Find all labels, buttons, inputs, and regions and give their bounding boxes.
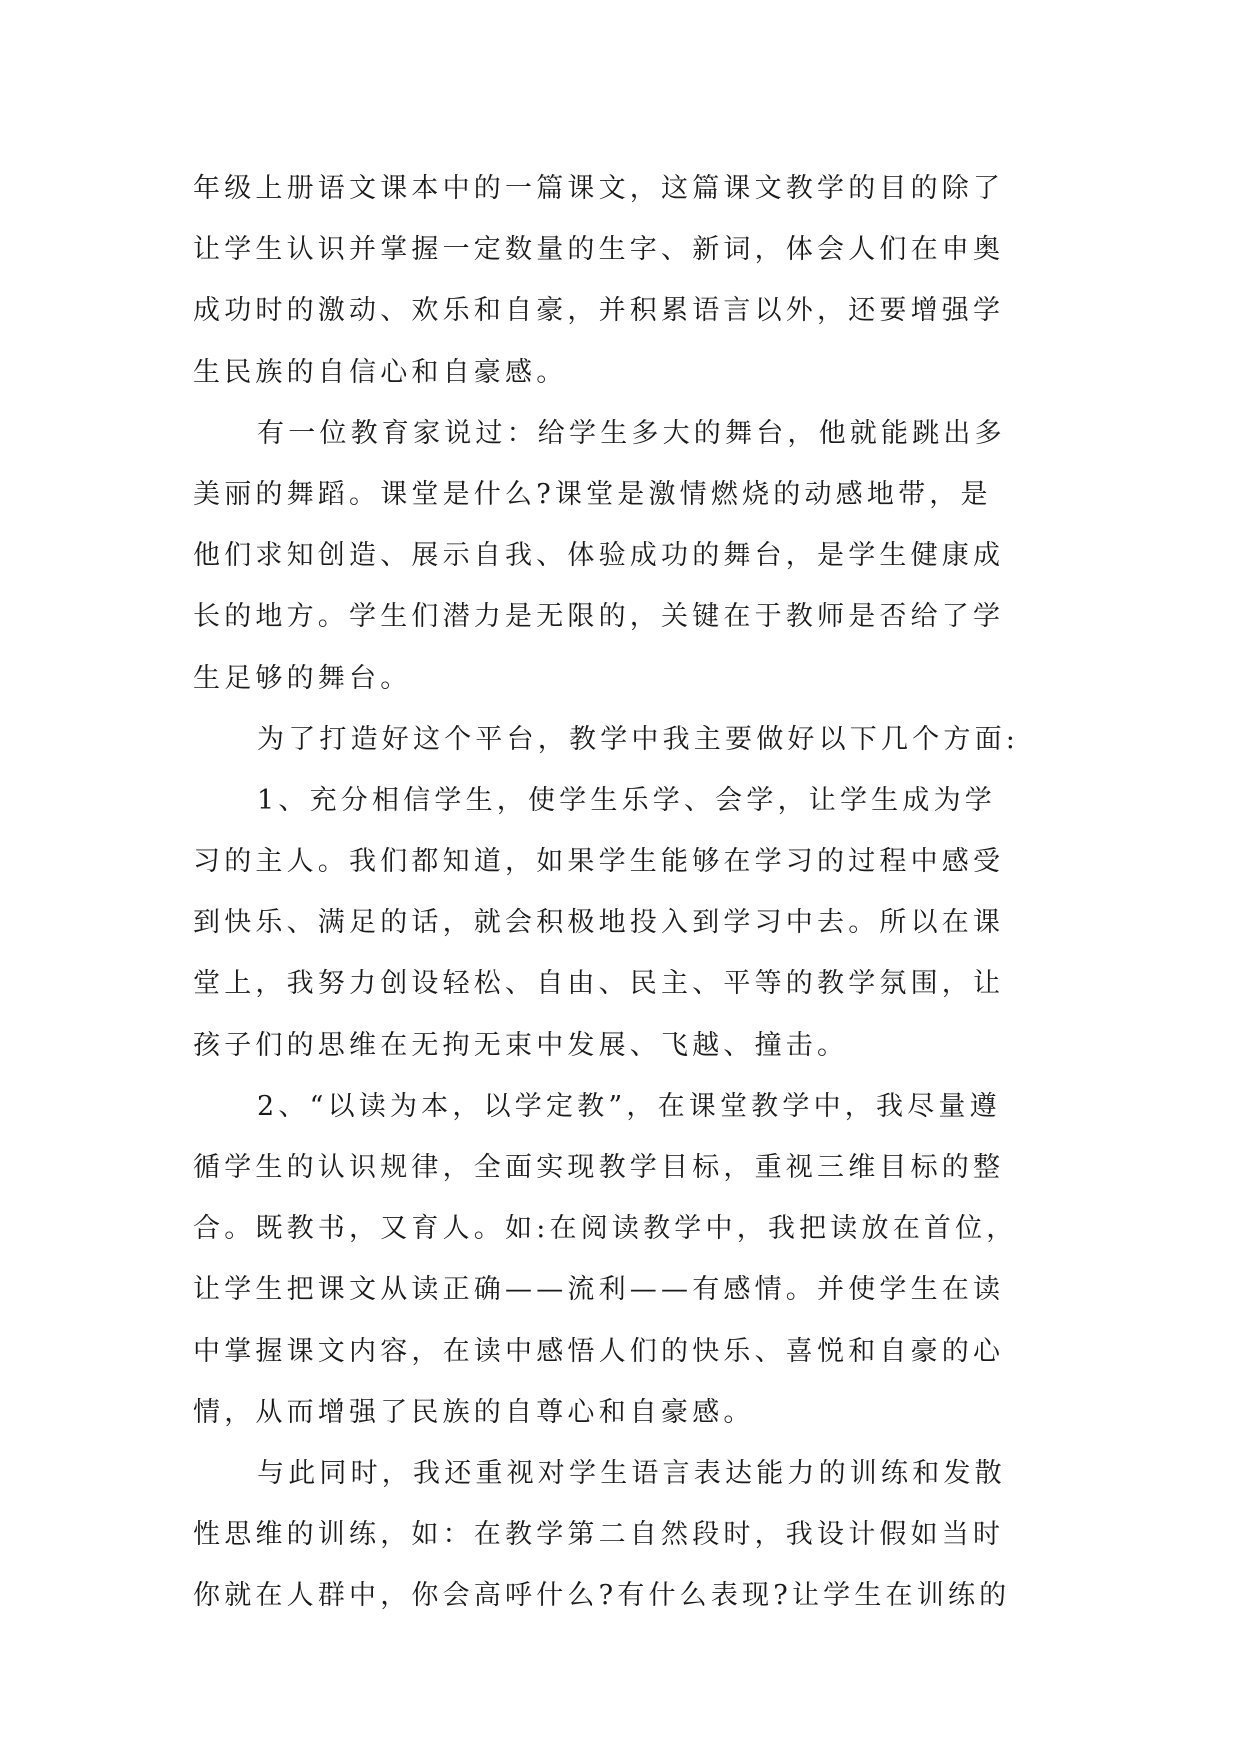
text-line: 循学生的认识规律，全面实现教学目标，重视三维目标的整 xyxy=(193,1152,1005,1183)
paragraph-first-line: 2、“以读为本，以学定教”，在课堂教学中，我尽量遵 xyxy=(257,1090,1001,1122)
text-line: 合。既教书，又育人。如:在阅读教学中，我把读放在首位， xyxy=(193,1213,1018,1245)
paragraph-first-line: 有一位教育家说过：给学生多大的舞台，他就能跳出多 xyxy=(257,417,1006,449)
text-line: 让学生认识并掌握一定数量的生字、新词，体会人们在申奥 xyxy=(193,234,1005,266)
text-line: 生民族的自信心和自豪感。 xyxy=(193,356,568,388)
text-line: 你就在人群中，你会高呼什么?有什么表现?让学生在训练的 xyxy=(193,1580,1011,1612)
text-line: 习的主人。我们都知道，如果学生能够在学习的过程中感受 xyxy=(193,846,1005,878)
text-line: 长的地方。学生们潜力是无限的，关键在于教师是否给了学 xyxy=(193,601,1005,633)
document-body xyxy=(193,158,1053,1627)
text-line: 生足够的舞台。 xyxy=(193,662,412,694)
text-line: 到快乐、满足的话，就会积极地投入到学习中去。所以在课 xyxy=(193,907,1005,939)
text-line: 孩子们的思维在无拘无束中发展、飞越、撞击。 xyxy=(193,1029,849,1061)
text-line: 让学生把课文从读正确——流利——有感情。并使学生在读 xyxy=(193,1274,1005,1306)
text-line: 成功时的激动、欢乐和自豪，并积累语言以外，还要增强学 xyxy=(193,295,1005,327)
text-line: 堂上，我努力创设轻松、自由、民主、平等的教学氛围，让 xyxy=(193,968,1005,1000)
paragraph-first-line: 与此同时，我还重视对学生语言表达能力的训练和发散 xyxy=(257,1457,1006,1489)
paragraph-first-line: 为了打造好这个平台，教学中我主要做好以下几个方面: xyxy=(257,723,1020,755)
text-line: 性思维的训练，如：在教学第二自然段时，我设计假如当时 xyxy=(193,1519,1005,1551)
text-line: 中掌握课文内容，在读中感悟人们的快乐、喜悦和自豪的心 xyxy=(193,1335,1005,1367)
text-line: 美丽的舞蹈。课堂是什么?课堂是激情燃烧的动感地带，是 xyxy=(193,478,992,510)
text-line: 年级上册语文课本中的一篇课文，这篇课文教学的目的除了 xyxy=(193,173,1005,204)
text-line: 他们求知创造、展示自我、体验成功的舞台，是学生健康成 xyxy=(193,540,1005,572)
text-line: 情，从而增强了民族的自尊心和自豪感。 xyxy=(193,1396,755,1428)
paragraph-first-line: 1、充分相信学生，使学生乐学、会学，让学生成为学 xyxy=(257,784,996,816)
